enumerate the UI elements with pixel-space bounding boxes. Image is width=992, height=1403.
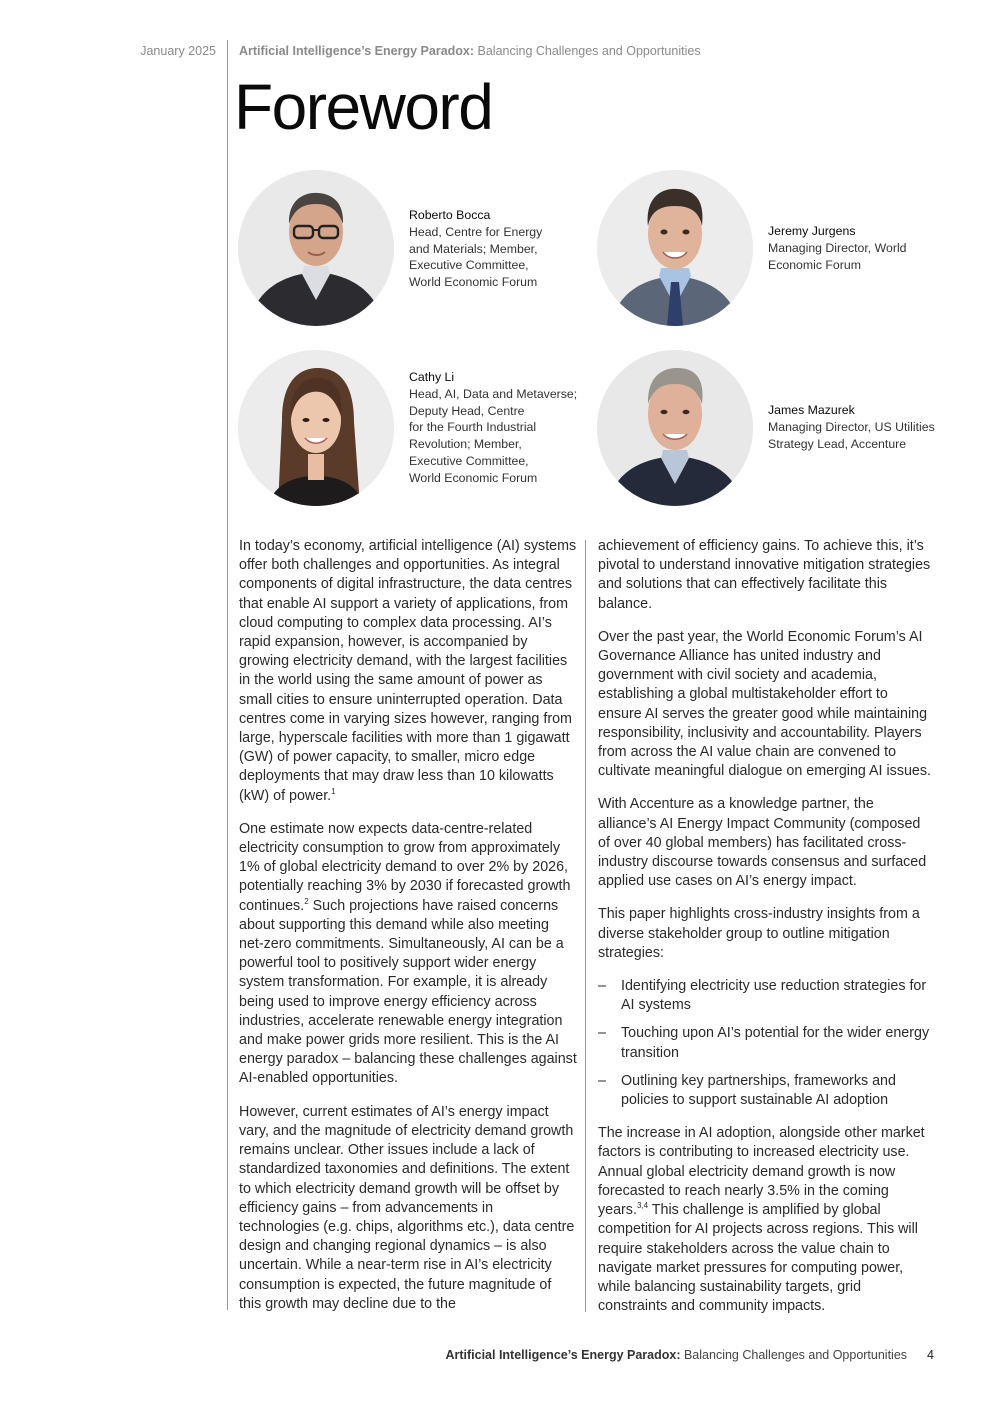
header-title-bold: Artificial Intelligence’s Energy Paradox:	[239, 44, 475, 58]
paragraph-text: Such projections have raised concerns about supporting this demand while also meeting net-zero commitments. Simultaneously, AI can be a powerful tool to positively support wider energy system transformation. For example, it is already being used to improve energy efficiency across industries, accelerate renewable energy integration and make power grids more resilient. This is the AI energy paradox – balancing these challenges against AI-enabled opportunities.	[239, 897, 577, 1087]
header-title-rest: Balancing Challenges and Opportunities	[474, 44, 701, 58]
header-title	[239, 44, 701, 58]
person-role: Managing Director, World Economic Forum	[768, 240, 907, 272]
list-item: – Outlining key partnerships, frameworks and policies to support sustainable AI adoption	[598, 1072, 934, 1110]
portrait-cathy-li	[238, 350, 394, 506]
footer	[445, 1348, 934, 1362]
paragraph	[239, 820, 577, 1089]
portrait-jeremy-jurgens	[597, 170, 753, 326]
footer-title-bold: Artificial Intelligence’s Energy Paradox:	[445, 1348, 681, 1362]
page-number: 4	[927, 1348, 934, 1362]
person-name: James Mazurek	[768, 403, 855, 417]
paragraph: Over the past year, the World Economic Forum’s AI Governance Alliance has united industry and government with civil society and academia, establishing a global multistakeholder effort to ensure AI serves the greater good while maintaining responsibility, inclusivity and accountability. Players from across the AI value chain are convened to cultivate meaningful dialogue on emerging AI issues.	[598, 628, 932, 780]
person-name: Cathy Li	[409, 370, 455, 384]
header-date: January 2025	[140, 44, 216, 58]
paragraph	[239, 537, 577, 806]
left-divider	[227, 40, 228, 1310]
paragraph	[598, 1124, 934, 1316]
person-role: Head, AI, Data and Metaverse; Deputy Head, Centre for the Fourth Industrial Revolution; Member, Executive Committee, World Economic Forum	[409, 386, 578, 485]
footer-title-rest: Balancing Challenges and Opportunities	[680, 1348, 908, 1362]
person-name: Jeremy Jurgens	[768, 224, 856, 238]
paragraph: This paper highlights cross-industry insights from a diverse stakeholder group to outline mitigation strategies:	[598, 906, 920, 961]
paragraph: However, current estimates of AI’s energy impact vary, and the magnitude of electricity demand growth remains unclear. Other issues include a lack of standardized taxonomies and definitions. The extent to which electricity demand growth will be offset by efficiency gains – from advancements in technologies (e.g. chips, algorithms etc.), data centre design and changing regional dynamics – is also uncertain. While a near-term rise in AI’s electricity consumption is expected, the future magnitude of this growth may decline due to the	[239, 1103, 575, 1312]
footnote-ref: 3,4	[636, 1201, 649, 1211]
person-jeremy-jurgens	[768, 223, 907, 273]
paragraph-text: In today’s economy, artificial intelligence (AI) systems offer both challenges and opportunities. As integral components of digital infrastructure, the data centres that enable AI support a variety of applications, from cloud computing to complex data processing. AI’s rapid expansion, however, is accompanied by growing electricity demand, with the largest facilities in the world using the same amount of power as small cities to ensure uninterrupted operation. Data centres come in varying sizes however, ranging from large, hyperscale facilities with more than 1 gigawatt (GW) of power capacity, to smaller, micro edge deployments that may draw less than 10 kilowatts (kW) of power.	[239, 538, 577, 804]
body-column-left	[239, 537, 577, 1328]
column-divider	[585, 540, 586, 1312]
person-name: Roberto Bocca	[409, 208, 491, 222]
person-cathy-li	[409, 369, 577, 487]
person-james-mazurek	[768, 402, 935, 452]
paragraph-text: The increase in AI adoption, alongside other market factors is contributing to increased electricity use. Annual global electricity demand growth is now forecasted to reach nearly 3.5% in the coming years.	[598, 1125, 925, 1219]
paragraph-text: One estimate now expects data-centre-related electricity consumption to grow from approximately 1% of global electricity demand to over 2% by 2026, potentially reaching 3% by 2030 if forecasted growth continues.	[239, 820, 571, 914]
portrait-james-mazurek	[597, 350, 753, 506]
bullet-list	[598, 977, 934, 1110]
person-role: Head, Centre for Energy and Materials; Member, Executive Committee, World Economic Forum	[409, 224, 543, 290]
footnote-ref: 1	[331, 786, 336, 796]
page-title: Foreword	[234, 71, 493, 143]
footnote-ref: 2	[304, 896, 309, 906]
portrait-roberto-bocca	[238, 170, 394, 326]
paragraph-text: This challenge is amplified by global competition for AI projects across regions. This will require stakeholders across the value chain to navigate market pressures for computing power, while balancing sustainability targets, grid constraints and community impacts.	[598, 1202, 918, 1315]
list-item: – Touching upon AI’s potential for the wider energy transition	[598, 1024, 934, 1062]
person-roberto-bocca	[409, 207, 542, 291]
paragraph: achievement of efficiency gains. To achieve this, it’s pivotal to understand innovative mitigation strategies and solutions that can effectively facilitate this balance.	[598, 538, 931, 612]
body-column-right	[598, 537, 934, 1330]
person-role: Managing Director, US Utilities Strategy Lead, Accenture	[768, 419, 935, 451]
paragraph: With Accenture as a knowledge partner, the alliance’s AI Energy Impact Community (composed of over 40 global members) has facilitated cross-industry discourse towards consensus and surfaced applied use cases on AI’s energy impact.	[598, 796, 927, 890]
list-item: – Identifying electricity use reduction strategies for AI systems	[598, 977, 934, 1015]
